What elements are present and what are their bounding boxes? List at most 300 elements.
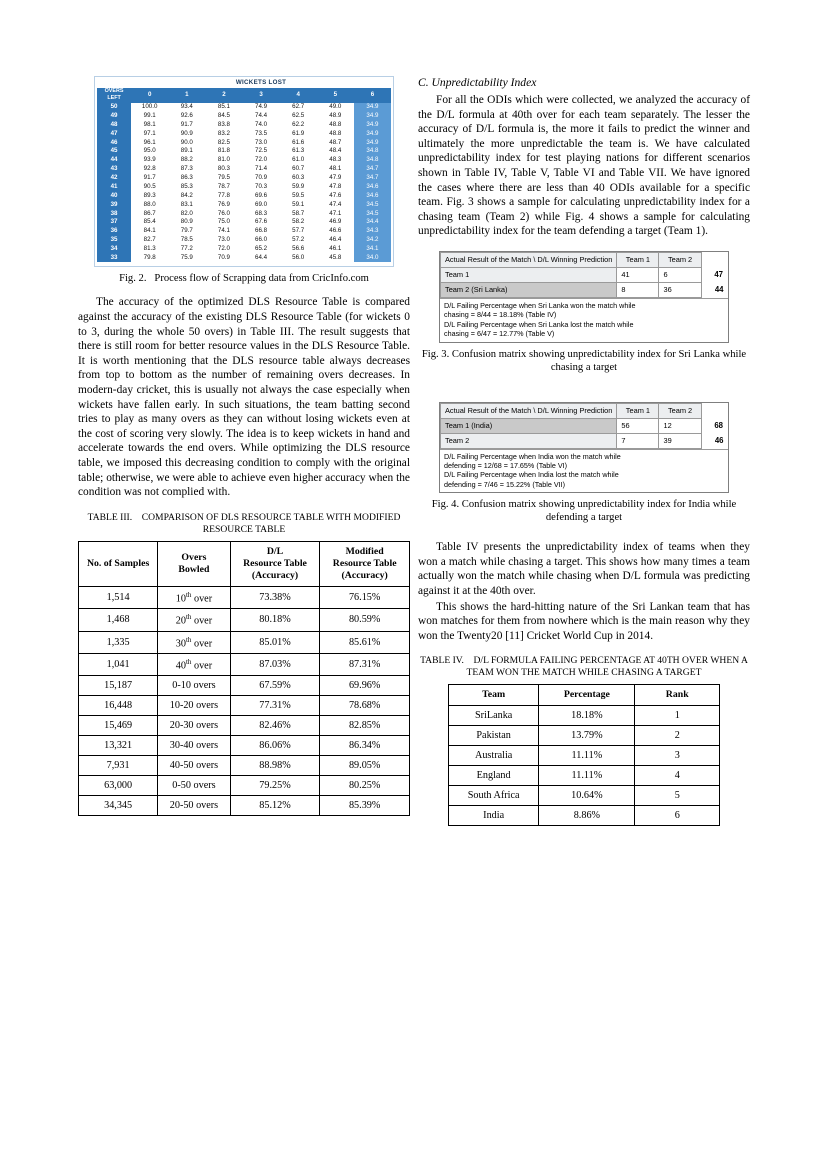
table4 xyxy=(448,684,720,826)
table4-cell-percentage: 8.86% xyxy=(539,806,635,826)
dls-row xyxy=(97,245,391,254)
dls-overs-left: 38 xyxy=(97,209,131,218)
dls-overs-left: 35 xyxy=(97,236,131,245)
figure4-confusion-matrix xyxy=(439,402,729,494)
dls-overs-left: 46 xyxy=(97,138,131,147)
wicket-col-2: 2 xyxy=(205,88,242,103)
dls-overs-left: 41 xyxy=(97,183,131,192)
dls-cell: 34.9 xyxy=(354,103,391,112)
table3-cell-samples: 1,514 xyxy=(79,586,158,608)
dls-cell: 34.8 xyxy=(354,147,391,156)
table3-cell-overs: 10th over xyxy=(158,586,230,608)
dls-cell: 46.1 xyxy=(317,245,354,254)
left-paragraph-1: The accuracy of the optimized DLS Resource Table is compared against the accuracy of the existing DLS Resource Table (for wickets 0 to 3, during the whole 50 overs) in Table III. The result suggests that there is still room for better resource values in the DLS Resource Table. It is worth mentioning that the DLS resource table always decreases from top to bottom as the number of remaining overs decreases. In modern-day cricket, this is usually not always the case especially when wickets have fallen early. In such situations, the team batting second tries to play as many overs as they can without losing wickets even at the cost of scoring very slowly. The idea is to keep wickets in hand and accelerate towards the end overs. While optimizing the DLS resource table, we imposed this decreasing condition to comply with the original table; otherwise, we were able to achieve even higher accuracy when the condition was not complied with. xyxy=(78,296,410,499)
table3-body xyxy=(79,586,410,816)
dls-cell: 89.3 xyxy=(131,191,168,200)
dls-cell: 77.8 xyxy=(205,191,242,200)
dls-cell: 75.9 xyxy=(168,254,205,263)
table4-header-row xyxy=(449,685,720,706)
wicket-col-1: 1 xyxy=(168,88,205,103)
table4-cell-rank: 5 xyxy=(635,786,720,806)
table3-cell-samples: 1,335 xyxy=(79,631,158,653)
dls-cell: 71.4 xyxy=(242,165,279,174)
dls-cell: 69.6 xyxy=(242,191,279,200)
table3-col-dl: D/L Resource Table (Accuracy) xyxy=(230,541,320,586)
dls-row xyxy=(97,156,391,165)
dls-cell: 81.0 xyxy=(205,156,242,165)
dls-cell: 34.9 xyxy=(354,120,391,129)
table3-cell-overs: 20-50 overs xyxy=(158,796,230,816)
dls-cell: 88.2 xyxy=(168,156,205,165)
dls-cell: 79.7 xyxy=(168,227,205,236)
dls-cell: 79.8 xyxy=(131,254,168,263)
dls-cell: 98.1 xyxy=(131,120,168,129)
table3-cell-dl: 73.38% xyxy=(230,586,320,608)
table3-cell-modified: 76.15% xyxy=(320,586,410,608)
wicket-col-6: 6 xyxy=(354,88,391,103)
dls-overs-left: 37 xyxy=(97,218,131,227)
table3-cell-overs: 20th over xyxy=(158,609,230,631)
figure3-header-total-spacer xyxy=(701,252,727,267)
dls-cell: 48.7 xyxy=(317,138,354,147)
dls-cell: 84.1 xyxy=(131,227,168,236)
table3-cell-overs: 0-10 overs xyxy=(158,676,230,696)
dls-cell: 74.1 xyxy=(205,227,242,236)
dls-cell: 34.4 xyxy=(354,218,391,227)
dls-cell: 83.8 xyxy=(205,120,242,129)
dls-cell: 56.0 xyxy=(280,254,317,263)
dls-cell: 97.1 xyxy=(131,129,168,138)
table4-cell-rank: 6 xyxy=(635,806,720,826)
table3-cell-dl: 87.03% xyxy=(230,653,320,675)
dls-cell: 82.0 xyxy=(168,209,205,218)
figure2-caption xyxy=(78,272,410,285)
table-row xyxy=(79,756,410,776)
dls-cell: 47.4 xyxy=(317,200,354,209)
dls-cell: 76.9 xyxy=(205,200,242,209)
dls-cell: 57.7 xyxy=(280,227,317,236)
figure4-row2-total: 46 xyxy=(701,433,727,448)
figure4-note-line-2: defending = 12/68 = 17.65% (Table VI) xyxy=(444,460,568,470)
dls-cell: 34.5 xyxy=(354,200,391,209)
table3-cell-modified: 82.85% xyxy=(320,716,410,736)
dls-overs-left: 48 xyxy=(97,120,131,129)
table3-cell-dl: 77.31% xyxy=(230,696,320,716)
dls-cell: 78.7 xyxy=(205,183,242,192)
table4-cell-rank: 4 xyxy=(635,766,720,786)
dls-cell: 83.2 xyxy=(205,129,242,138)
dls-cell: 34.7 xyxy=(354,165,391,174)
table3-head xyxy=(79,541,410,586)
dls-overs-left: 50 xyxy=(97,103,131,112)
dls-cell: 61.0 xyxy=(280,156,317,165)
table3-cell-dl: 80.18% xyxy=(230,609,320,631)
dls-cell: 85.3 xyxy=(168,183,205,192)
dls-cell: 69.0 xyxy=(242,200,279,209)
dls-cell: 66.8 xyxy=(242,227,279,236)
table3-cell-modified: 69.96% xyxy=(320,676,410,696)
table3-cell-modified: 80.59% xyxy=(320,609,410,631)
dls-cell: 81.3 xyxy=(131,245,168,254)
table3 xyxy=(78,541,410,817)
figure3-row1-team1: 41 xyxy=(617,267,659,282)
dls-cell: 48.8 xyxy=(317,120,354,129)
wicket-col-4: 4 xyxy=(280,88,317,103)
table-row xyxy=(79,676,410,696)
table3-cell-overs: 40-50 overs xyxy=(158,756,230,776)
dls-cell: 34.1 xyxy=(354,245,391,254)
dls-cell: 72.0 xyxy=(205,245,242,254)
figure3-note-line-3: D/L Failing Percentage when Sri Lanka lost the match while xyxy=(444,319,634,329)
table-row xyxy=(449,746,720,766)
figure4-header-row xyxy=(441,403,728,418)
dls-overs-left: 39 xyxy=(97,200,131,209)
dls-cell: 74.4 xyxy=(242,112,279,121)
table4-cell-team: India xyxy=(449,806,539,826)
dls-cell: 96.1 xyxy=(131,138,168,147)
table-row xyxy=(449,726,720,746)
table4-col-percentage: Percentage xyxy=(539,685,635,706)
dls-cell: 80.9 xyxy=(168,218,205,227)
figure3-row1-team2: 6 xyxy=(659,267,701,282)
table-row xyxy=(449,706,720,726)
dls-cell: 93.4 xyxy=(168,103,205,112)
dls-cell: 60.7 xyxy=(280,165,317,174)
dls-cell: 47.1 xyxy=(317,209,354,218)
dls-row xyxy=(97,254,391,263)
dls-row xyxy=(97,191,391,200)
dls-cell: 34.0 xyxy=(354,254,391,263)
right-column xyxy=(418,76,750,826)
dls-overs-left: 42 xyxy=(97,174,131,183)
table3-cell-modified: 87.31% xyxy=(320,653,410,675)
figure3-notes xyxy=(440,298,728,342)
figure4-caption: Fig. 4. Confusion matrix showing unpredictability index for India while defending a target xyxy=(431,499,737,524)
dls-cell: 72.0 xyxy=(242,156,279,165)
figure4-note-line-4: defending = 7/46 = 15.22% (Table VII) xyxy=(444,479,566,489)
table3-header-row xyxy=(79,541,410,586)
figure4-row1-total: 68 xyxy=(701,418,727,433)
figure3-note-line-1: D/L Failing Percentage when Sri Lanka won the match while xyxy=(444,300,636,310)
dls-cell: 34.6 xyxy=(354,191,391,200)
dls-cell: 34.9 xyxy=(354,129,391,138)
figure4-row2-team1: 7 xyxy=(617,433,659,448)
dls-cell: 72.5 xyxy=(242,147,279,156)
dls-cell: 61.9 xyxy=(280,129,317,138)
figure4-row1-label: Team 1 (India) xyxy=(441,418,617,433)
table-row xyxy=(79,586,410,608)
dls-cell: 89.1 xyxy=(168,147,205,156)
table-row xyxy=(79,609,410,631)
table3-cell-dl: 79.25% xyxy=(230,776,320,796)
right-paragraph-2: Table IV presents the unpredictability index of teams when they won a match while chasing a target. This shows how many times a team actually won the match while chasing when D/L formula was predicting against it at the 40th over. xyxy=(418,541,750,597)
dls-cell: 93.9 xyxy=(131,156,168,165)
figure4-note-line-1: D/L Failing Percentage when India won the match while xyxy=(444,451,621,461)
figure4-table xyxy=(440,403,728,449)
dls-cell: 86.3 xyxy=(168,174,205,183)
figure2-caption-label: Fig. 2. xyxy=(119,273,147,285)
table3-cell-overs: 10-20 overs xyxy=(158,696,230,716)
figure4-header-main: Actual Result of the Match \ D/L Winning Prediction xyxy=(441,403,617,418)
figure2-caption-text: Process flow of Scrapping data from CricInfo.com xyxy=(154,273,369,285)
dls-header-row xyxy=(97,88,391,103)
dls-cell: 46.6 xyxy=(317,227,354,236)
dls-cell: 82.7 xyxy=(131,236,168,245)
right-paragraph-1: For all the ODIs which were collected, we analyzed the accuracy of the D/L formula at 40th over for each team separately. The lesser the accuracy of D/L formula is, the more it fails to predict the winner and ultimately the more unpredictable the team is. We have calculated unpredictability index for test playing nations for different scenarios shown in Table IV, Table V, Table VI and Table VII. We have ignored the cases where there are less than 40 ODIs available for a specific team. Fig. 3 shows a sample for calculating unpredictability index for a chasing team (Team 2) while Fig. 4 shows a sample for calculating unpredictability index for the team defending a target (Team 1). xyxy=(418,94,750,238)
table4-cell-percentage: 13.79% xyxy=(539,726,635,746)
section-heading-unpredictability: C. Unpredictability Index xyxy=(418,76,537,89)
table-row xyxy=(79,631,410,653)
dls-cell: 84.2 xyxy=(168,191,205,200)
dls-table-body xyxy=(97,103,391,263)
dls-cell: 83.1 xyxy=(168,200,205,209)
figure3-row2-team2: 36 xyxy=(659,282,701,297)
dls-cell: 78.5 xyxy=(168,236,205,245)
table3-cell-dl: 85.01% xyxy=(230,631,320,653)
dls-cell: 58.7 xyxy=(280,209,317,218)
dls-cell: 62.2 xyxy=(280,120,317,129)
dls-cell: 90.0 xyxy=(168,138,205,147)
dls-row xyxy=(97,174,391,183)
dls-cell: 47.9 xyxy=(317,174,354,183)
dls-row xyxy=(97,112,391,121)
figure4-header-total-spacer xyxy=(701,403,727,418)
dls-row xyxy=(97,120,391,129)
table4-col-rank: Rank xyxy=(635,685,720,706)
dls-cell: 59.1 xyxy=(280,200,317,209)
table4-body xyxy=(449,706,720,826)
table3-cell-samples: 34,345 xyxy=(79,796,158,816)
table3-cell-samples: 63,000 xyxy=(79,776,158,796)
table3-label: TABLE III. xyxy=(87,511,133,523)
dls-cell: 62.5 xyxy=(280,112,317,121)
dls-row xyxy=(97,209,391,218)
table-row xyxy=(79,696,410,716)
figure4-header-team2: Team 2 xyxy=(659,403,701,418)
table3-cell-overs: 40th over xyxy=(158,653,230,675)
table3-col-overs: Overs Bowled xyxy=(158,541,230,586)
dls-cell: 77.2 xyxy=(168,245,205,254)
figure3-note-line-4: chasing = 6/47 = 12.77% (Table V) xyxy=(444,329,555,339)
dls-cell: 34.5 xyxy=(354,209,391,218)
dls-overs-left: 45 xyxy=(97,147,131,156)
dls-title-row xyxy=(97,79,391,88)
dls-cell: 80.3 xyxy=(205,165,242,174)
dls-cell: 70.9 xyxy=(242,174,279,183)
table4-caption xyxy=(418,655,750,679)
dls-cell: 75.0 xyxy=(205,218,242,227)
table3-cell-samples: 15,469 xyxy=(79,716,158,736)
dls-row xyxy=(97,227,391,236)
dls-cell: 48.3 xyxy=(317,156,354,165)
figure4-row-1 xyxy=(441,418,728,433)
figure4-row2-team2: 39 xyxy=(659,433,701,448)
dls-cell: 73.0 xyxy=(205,236,242,245)
table3-cell-dl: 67.59% xyxy=(230,676,320,696)
dls-cell: 48.9 xyxy=(317,112,354,121)
dls-overs-left: 36 xyxy=(97,227,131,236)
table-row xyxy=(449,786,720,806)
dls-cell: 66.0 xyxy=(242,236,279,245)
dls-cell: 46.4 xyxy=(317,236,354,245)
figure3-row2-total: 44 xyxy=(701,282,727,297)
figure3-table xyxy=(440,252,728,298)
dls-cell: 48.8 xyxy=(317,129,354,138)
figure3-row1-total: 47 xyxy=(701,267,727,282)
table4-cell-rank: 3 xyxy=(635,746,720,766)
table-row xyxy=(79,653,410,675)
dls-row xyxy=(97,138,391,147)
figure3-row2-team1: 8 xyxy=(617,282,659,297)
right-paragraph-3: This shows the hard-hitting nature of the Sri Lankan team that has won matches for them from nowhere which is the main reason why they won the Twenty20 [11] Cricket World Cup in 2014. xyxy=(418,600,750,642)
table3-cell-dl: 85.12% xyxy=(230,796,320,816)
dls-cell: 47.8 xyxy=(317,183,354,192)
figure4-row1-team1: 56 xyxy=(617,418,659,433)
table3-cell-dl: 86.06% xyxy=(230,736,320,756)
table4-cell-team: South Africa xyxy=(449,786,539,806)
dls-overs-left: 40 xyxy=(97,191,131,200)
dls-cell: 76.0 xyxy=(205,209,242,218)
dls-cell: 81.8 xyxy=(205,147,242,156)
dls-cell: 82.5 xyxy=(205,138,242,147)
dls-row xyxy=(97,236,391,245)
dls-cell: 68.3 xyxy=(242,209,279,218)
table3-cell-overs: 30th over xyxy=(158,631,230,653)
dls-cell: 74.0 xyxy=(242,120,279,129)
dls-cell: 65.2 xyxy=(242,245,279,254)
dls-cell: 34.9 xyxy=(354,138,391,147)
dls-cell: 84.5 xyxy=(205,112,242,121)
overs-left-corner xyxy=(97,88,131,103)
dls-cell: 70.3 xyxy=(242,183,279,192)
table4-label: TABLE IV. xyxy=(420,655,464,667)
dls-cell: 79.5 xyxy=(205,174,242,183)
dls-cell: 88.0 xyxy=(131,200,168,209)
dls-overs-left: 34 xyxy=(97,245,131,254)
dls-cell: 99.1 xyxy=(131,112,168,121)
table3-caption xyxy=(78,512,410,536)
table4-cell-percentage: 11.11% xyxy=(539,746,635,766)
dls-overs-left: 44 xyxy=(97,156,131,165)
table3-cell-dl: 82.46% xyxy=(230,716,320,736)
table3-caption-text: COMPARISON OF DLS RESOURCE TABLE WITH MODIFIED RESOURCE TABLE xyxy=(141,511,401,535)
table4-caption-text: D/L FORMULA FAILING PERCENTAGE AT 40TH OVER WHEN A TEAM WON THE MATCH WHILE CHASING A TARGET xyxy=(466,655,748,679)
figure3-row-2 xyxy=(441,282,728,297)
table-row xyxy=(79,736,410,756)
dls-cell: 57.2 xyxy=(280,236,317,245)
table3-cell-modified: 85.61% xyxy=(320,631,410,653)
dls-cell: 73.0 xyxy=(242,138,279,147)
dls-cell: 73.5 xyxy=(242,129,279,138)
figure4-row2-label: Team 2 xyxy=(441,433,617,448)
dls-resource-table xyxy=(97,79,391,262)
table-row xyxy=(79,796,410,816)
dls-cell: 91.7 xyxy=(131,174,168,183)
dls-row xyxy=(97,183,391,192)
table-row xyxy=(79,716,410,736)
dls-cell: 62.7 xyxy=(280,103,317,112)
dls-cell: 64.4 xyxy=(242,254,279,263)
figure3-confusion-matrix xyxy=(439,251,729,343)
table4-cell-rank: 1 xyxy=(635,706,720,726)
dls-row xyxy=(97,200,391,209)
dls-cell: 34.3 xyxy=(354,227,391,236)
dls-cell: 46.9 xyxy=(317,218,354,227)
table3-cell-modified: 80.25% xyxy=(320,776,410,796)
table4-cell-percentage: 11.11% xyxy=(539,766,635,786)
table4-cell-team: Pakistan xyxy=(449,726,539,746)
figure3-header-main: Actual Result of the Match \ D/L Winning Prediction xyxy=(441,252,617,267)
dls-cell: 85.1 xyxy=(205,103,242,112)
dls-row xyxy=(97,147,391,156)
figure3-row2-label: Team 2 (Sri Lanka) xyxy=(441,282,617,297)
table-row xyxy=(449,766,720,786)
corner-line2: LEFT xyxy=(107,95,121,102)
figure4-notes xyxy=(440,449,728,493)
dls-cell: 56.6 xyxy=(280,245,317,254)
dls-overs-left: 43 xyxy=(97,165,131,174)
figure4-row-2 xyxy=(441,433,728,448)
dls-cell: 100.0 xyxy=(131,103,168,112)
dls-row xyxy=(97,165,391,174)
dls-row xyxy=(97,218,391,227)
dls-cell: 90.9 xyxy=(168,129,205,138)
left-column xyxy=(78,76,410,816)
dls-cell: 48.4 xyxy=(317,147,354,156)
dls-cell: 91.7 xyxy=(168,120,205,129)
figure3-note-line-2: chasing = 8/44 = 18.18% (Table IV) xyxy=(444,310,557,320)
table4-cell-percentage: 18.18% xyxy=(539,706,635,726)
wickets-lost-title: WICKETS LOST xyxy=(131,79,391,88)
dls-cell: 34.7 xyxy=(354,174,391,183)
table3-cell-modified: 89.05% xyxy=(320,756,410,776)
dls-cell: 48.1 xyxy=(317,165,354,174)
table3-cell-samples: 1,468 xyxy=(79,609,158,631)
dls-cell: 49.0 xyxy=(317,103,354,112)
dls-cell: 34.8 xyxy=(354,156,391,165)
table4-col-team: Team xyxy=(449,685,539,706)
corner-line1: OVERS xyxy=(104,88,124,95)
dls-cell: 47.6 xyxy=(317,191,354,200)
dls-cell: 34.9 xyxy=(354,112,391,121)
table3-cell-samples: 15,187 xyxy=(79,676,158,696)
wicket-col-0: 0 xyxy=(131,88,168,103)
table4-cell-rank: 2 xyxy=(635,726,720,746)
dls-cell: 45.8 xyxy=(317,254,354,263)
dls-overs-left: 47 xyxy=(97,129,131,138)
table3-cell-samples: 13,321 xyxy=(79,736,158,756)
dls-cell: 59.9 xyxy=(280,183,317,192)
dls-cell: 90.5 xyxy=(131,183,168,192)
table-row xyxy=(79,776,410,796)
table3-cell-samples: 1,041 xyxy=(79,653,158,675)
dls-cell: 95.0 xyxy=(131,147,168,156)
dls-cell: 61.6 xyxy=(280,138,317,147)
dls-row xyxy=(97,129,391,138)
table3-cell-dl: 88.98% xyxy=(230,756,320,776)
dls-cell: 74.9 xyxy=(242,103,279,112)
table4-cell-percentage: 10.64% xyxy=(539,786,635,806)
dls-cell: 85.4 xyxy=(131,218,168,227)
figure4-row1-team2: 12 xyxy=(659,418,701,433)
dls-cell: 92.8 xyxy=(131,165,168,174)
dls-cell: 67.6 xyxy=(242,218,279,227)
table3-col-mod: Modified Resource Table (Accuracy) xyxy=(320,541,410,586)
dls-cell: 61.3 xyxy=(280,147,317,156)
figure4-note-line-3: D/L Failing Percentage when India lost the match while xyxy=(444,470,619,480)
figure3-header-team1: Team 1 xyxy=(617,252,659,267)
dls-row xyxy=(97,103,391,112)
